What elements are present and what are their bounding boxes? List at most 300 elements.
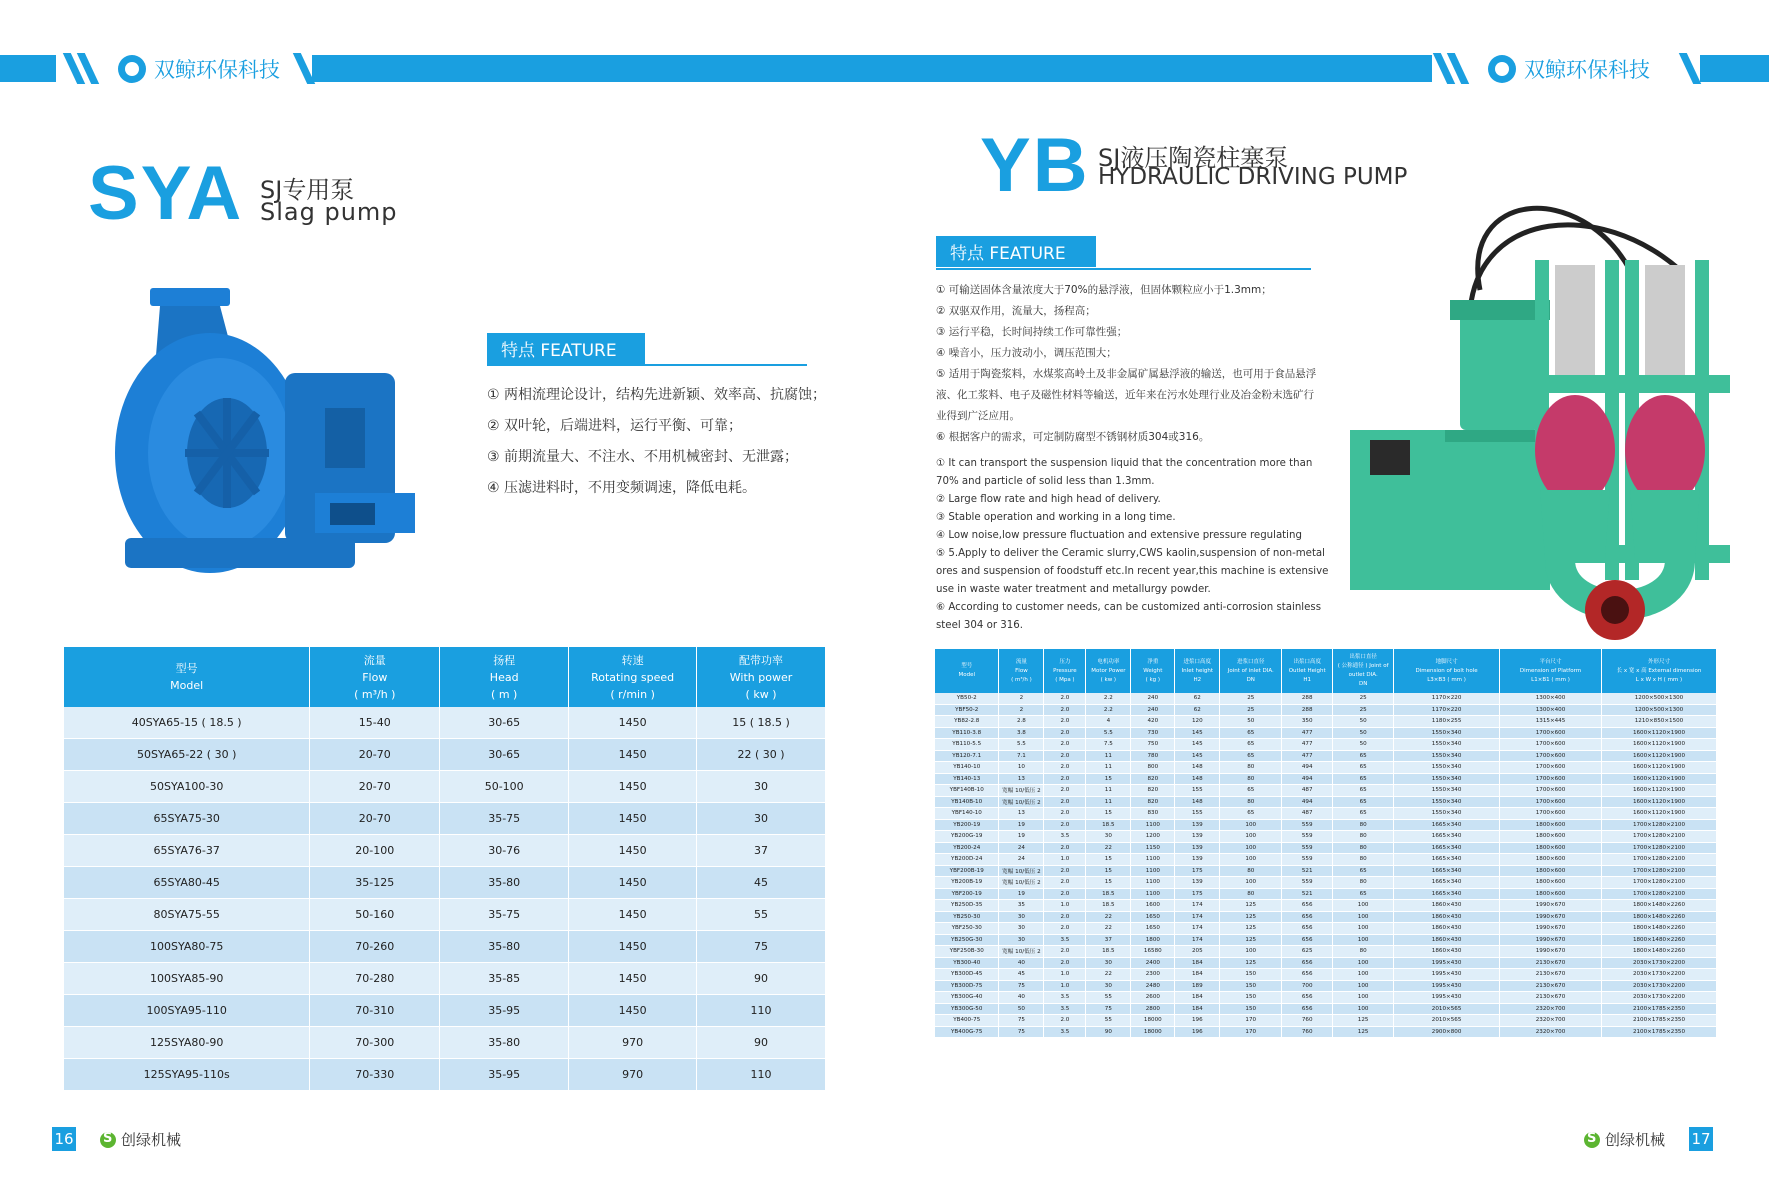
yb-table-cell: 1300×400 [1500,693,1602,704]
yb-header-line: H1 [1303,676,1312,683]
sya-table-cell: 75 [697,931,826,963]
yb-table-cell: 2010×565 [1394,1003,1500,1015]
sya-table-cell: 100SYA95-110 [64,995,310,1027]
yb-table-cell: 487 [1282,808,1333,820]
yb-table-cell: 1700×600 [1500,750,1602,762]
sya-table-cell: 20-70 [310,803,440,835]
sya-table-cell: 65SYA75-30 [64,803,310,835]
sya-table-cell: 35-80 [440,931,569,963]
yb-table-cell: 80 [1220,865,1282,877]
yb-table-header [935,649,1717,693]
yb-table-cell: YB250D-35 [935,900,999,912]
yb-header-line: Dimension of Platform [1519,667,1582,674]
sya-table-cell: 30 [697,771,826,803]
yb-table-cell: 100 [1333,900,1394,912]
yb-table-cell: 2480 [1131,980,1175,992]
sya-table-cell: 70-330 [310,1059,440,1091]
yb-table-cell: 150 [1220,1003,1282,1015]
yb-table-cell: 625 [1282,946,1333,958]
sya-title-cn: SJ专用泵 [260,176,355,204]
sya-table-cell: 20-70 [310,771,440,803]
yb-table-cell: 2.2 [1086,693,1131,704]
chuanglv-logo-icon [100,1132,116,1148]
yb-table-cell: 148 [1175,773,1220,785]
yb-table-cell: 65 [1333,865,1394,877]
yb-table-cell: 18.5 [1086,946,1131,958]
yb-table-cell: 125 [1220,923,1282,935]
yb-table-cell: 25 [1220,693,1282,704]
yb-table-cell: 170 [1220,1015,1282,1027]
yb-table-cell: 494 [1282,796,1333,808]
yb-table-cell: 18.5 [1086,900,1131,912]
yb-table-cell: 24 [999,842,1044,854]
yb-table-cell: 90 [1086,1026,1131,1038]
yb-table-cell: 宽幅 10/低压 2 [999,946,1044,958]
yb-table-cell: 205 [1175,946,1220,958]
sya-header-line: 流量 [363,653,386,667]
yb-table-cell: 宽幅 10/低压 2 [999,877,1044,889]
yb-table-cell: YB200-24 [935,842,999,854]
yb-table-cell: 420 [1131,716,1175,728]
yb-table-cell: 1800×1480×2260 [1601,911,1716,923]
yb-table-cell: 15 [1086,773,1131,785]
yb-feature-en-list [936,455,1336,635]
yb-table-cell: 80 [1333,819,1394,831]
yb-table-cell: 13 [999,773,1044,785]
yb-table-cell: 25 [1333,704,1394,716]
sya-table-row [64,739,826,771]
yb-table-cell: 7.1 [999,750,1044,762]
yb-table-cell: 1550×340 [1394,785,1500,797]
yb-feature-cn-list [936,280,1316,448]
yb-table-cell: 80 [1333,854,1394,866]
sya-table-cell: 1450 [569,995,697,1027]
sya-table-cell: 35-80 [440,867,569,899]
sya-table-cell: 100SYA85-90 [64,963,310,995]
sya-table-row [64,931,826,963]
yb-table-cell: 2.0 [1044,693,1086,704]
yb-table-cell: 1100 [1131,854,1175,866]
yb-table-cell: 1700×1280×2100 [1601,877,1716,889]
sya-table-cell: 35-85 [440,963,569,995]
yb-table-cell: 1.0 [1044,900,1086,912]
yb-table-cell: 2.0 [1044,923,1086,935]
yb-table-cell: 139 [1175,854,1220,866]
yb-table-cell: 19 [999,888,1044,900]
yb-feature-cn-item: ⑤ 适用于陶瓷浆料，水煤浆高岭土及非金属矿属悬浮液的输送，也可用于食品悬浮 [936,368,1317,380]
yb-table-cell: 656 [1282,992,1333,1004]
sya-table-row [64,835,826,867]
sya-header-line: ( r/min ) [610,687,655,701]
yb-table-row [935,980,1717,992]
yb-table-cell: 30 [1086,957,1131,969]
yb-table-row [935,693,1717,704]
header-brand-left [118,54,280,84]
yb-table-cell: 45 [999,969,1044,981]
yb-header-line: Weight [1143,667,1163,674]
yb-table-cell: 521 [1282,865,1333,877]
yb-table-cell: YB200-19 [935,819,999,831]
yb-table-cell: 80 [1220,762,1282,774]
yb-header-line: 压力 [1059,658,1071,665]
yb-table-cell: YB250G-30 [935,934,999,946]
yb-table-cell: YB300-40 [935,957,999,969]
sya-table-cell: 20-70 [310,739,440,771]
yb-table-cell: 1315×445 [1500,716,1602,728]
yb-table-cell: 50 [1333,727,1394,739]
yb-table-cell: 155 [1175,785,1220,797]
footer-brand-text: 创绿机械 [121,1131,182,1149]
sya-table-cell: 50-160 [310,899,440,931]
sya-table-cell: 1450 [569,835,697,867]
yb-table-cell: 1550×340 [1394,750,1500,762]
yb-table-cell: 2.0 [1044,704,1086,716]
yb-table-cell: 50 [1333,716,1394,728]
yb-table-row [935,877,1717,889]
sya-table-cell: 1450 [569,931,697,963]
yb-table-row [935,739,1717,751]
yb-table-cell: 1800×1480×2260 [1601,900,1716,912]
yb-table-cell: 170 [1220,1026,1282,1038]
sya-table-cell: 37 [697,835,826,867]
yb-table-cell: 2.0 [1044,727,1086,739]
yb-table-cell: 1800×600 [1500,819,1602,831]
yb-table-cell: 15 [1086,808,1131,820]
yb-table-row [935,831,1717,843]
yb-table-cell: 1665×340 [1394,888,1500,900]
yb-table-cell: 1600 [1131,900,1175,912]
yb-table-cell: 2900×800 [1394,1026,1500,1038]
yb-table-cell: 1800×1480×2260 [1601,923,1716,935]
yb-table-cell: 145 [1175,739,1220,751]
yb-table-cell: 150 [1220,980,1282,992]
yb-table-cell: 148 [1175,762,1220,774]
yb-header-line: Motor Power [1091,667,1126,674]
yb-table-cell: 1665×340 [1394,865,1500,877]
sya-table-cell: 70-310 [310,995,440,1027]
header-bar-left [0,55,56,82]
yb-table-cell: 75 [999,1015,1044,1027]
yb-table-cell: 宽幅 10/低压 2 [999,865,1044,877]
sya-table-cell: 45 [697,867,826,899]
yb-table-cell: YB200B-19 [935,877,999,889]
yb-table-cell: 1700×1280×2100 [1601,888,1716,900]
sya-table-cell: 125SYA95-110s [64,1059,310,1091]
yb-table-cell: 40 [999,992,1044,1004]
yb-table-cell: 1800×1480×2260 [1601,946,1716,958]
sya-table-cell: 110 [697,995,826,1027]
yb-table-cell: 1700×1280×2100 [1601,854,1716,866]
sya-feature-tab: 特点 FEATURE [487,333,645,364]
yb-table-cell: 820 [1131,785,1175,797]
yb-table-cell: 30 [999,934,1044,946]
yb-table-cell: 1800×600 [1500,842,1602,854]
yb-table-cell: 1550×340 [1394,773,1500,785]
yb-table-cell: 7.5 [1086,739,1131,751]
yb-table-cell: 100 [1220,831,1282,843]
yb-table-cell: 1300×400 [1500,704,1602,716]
yb-table-cell: 2400 [1131,957,1175,969]
sya-table-row [64,1059,826,1091]
yb-table-cell: 22 [1086,923,1131,935]
sya-header-line: ( kw ) [745,687,777,701]
yb-table-cell: YB82-2.8 [935,716,999,728]
yb-table-cell: 559 [1282,877,1333,889]
sya-table-cell: 1450 [569,963,697,995]
header-slash [1679,53,1701,84]
yb-table-cell: 1.0 [1044,854,1086,866]
sya-header-cell [440,647,569,707]
yb-table-cell: 656 [1282,1003,1333,1015]
yb-table-cell: 1550×340 [1394,796,1500,808]
yb-table-row [935,888,1717,900]
sya-table-cell: 90 [697,1027,826,1059]
sya-table-cell: 65SYA76-37 [64,835,310,867]
yb-table-cell: 55 [1086,1015,1131,1027]
yb-table-cell: 11 [1086,750,1131,762]
yb-table-row [935,773,1717,785]
yb-header-cell [1282,649,1333,693]
yb-table-cell: 3.5 [1044,1026,1086,1038]
yb-table-cell: 1550×340 [1394,727,1500,739]
yb-table-cell: 139 [1175,831,1220,843]
yb-table-cell: 24 [999,854,1044,866]
yb-feature-cn-item: ⑥ 根据客户的需求，可定制防腐型不锈钢材质304或316。 [936,431,1210,443]
sya-table-cell: 30-65 [440,707,569,739]
sya-table-row [64,963,826,995]
yb-table-cell: 50 [999,1003,1044,1015]
sya-code: SYA [88,151,244,236]
yb-table-row [935,796,1717,808]
yb-header-line: 进浆口直径 [1236,658,1265,665]
yb-table-cell: 1700×600 [1500,796,1602,808]
yb-table-cell: 830 [1131,808,1175,820]
yb-table-cell: 2.0 [1044,842,1086,854]
yb-table-cell: 62 [1175,704,1220,716]
sya-table-cell: 125SYA80-90 [64,1027,310,1059]
yb-table-cell: 100 [1220,946,1282,958]
yb-table-cell: YB140B-10 [935,796,999,808]
yb-table-row [935,785,1717,797]
yb-header-cell [1175,649,1220,693]
yb-table-cell: 65 [1220,739,1282,751]
yb-table-cell: 174 [1175,911,1220,923]
yb-table-cell: 780 [1131,750,1175,762]
yb-table-cell: 139 [1175,819,1220,831]
yb-table-cell: 80 [1220,888,1282,900]
yb-table-cell: 30 [1086,831,1131,843]
yb-table-cell: 宽幅 10/低压 2 [999,796,1044,808]
yb-header-cell [1131,649,1175,693]
yb-table-cell: 125 [1333,1026,1394,1038]
yb-table-cell: 65 [1333,762,1394,774]
yb-table-cell: YBF250-30 [935,923,999,935]
yb-feature-en-item: ⑤ 5.Apply to deliver the Ceramic slurry,CWS kaolin,suspension of non-metal ores and suspension of foodstuff etc.In recent year,this machine is extensive use in waste water treatment and metallurgy powder. [936,548,1329,595]
header-bar-right [1700,55,1769,82]
brand-text: 双鲸环保科技 [1524,58,1650,82]
yb-table-cell: 1180×255 [1394,716,1500,728]
yb-table-cell: 80 [1333,946,1394,958]
yb-table-cell: 477 [1282,727,1333,739]
yb-table-cell: 1990×670 [1500,946,1602,958]
yb-table-cell: 288 [1282,693,1333,704]
yb-table-cell: 174 [1175,923,1220,935]
yb-header-line: L x W x H ( mm ) [1635,676,1683,683]
yb-table-cell: 80 [1220,773,1282,785]
yb-table-cell: 1800×600 [1500,831,1602,843]
yb-table-row [935,727,1717,739]
yb-header-cell [1500,649,1602,693]
yb-table-cell: 65 [1333,888,1394,900]
yb-header-line: H2 [1193,676,1202,683]
yb-table-cell: YB300D-75 [935,980,999,992]
sya-table-cell: 1450 [569,739,697,771]
yb-header-line: Model [958,672,975,678]
sya-table-header [64,647,826,707]
yb-table-cell: 宽幅 10/低压 2 [999,785,1044,797]
sya-table-cell: 50-100 [440,771,569,803]
yb-table-cell: 1170×220 [1394,704,1500,716]
yb-table-cell: 240 [1131,693,1175,704]
sya-table-cell: 15 ( 18.5 ) [697,707,826,739]
yb-table-cell: 2300 [1131,969,1175,981]
sya-table-cell: 970 [569,1059,697,1091]
yb-table-cell: 1700×1280×2100 [1601,819,1716,831]
yb-table-cell: 80 [1333,877,1394,889]
yb-table-cell: 1700×600 [1500,727,1602,739]
yb-table-cell: 3.5 [1044,934,1086,946]
yb-table-cell: 145 [1175,750,1220,762]
yb-table-cell: 1990×670 [1500,911,1602,923]
yb-header-line: 流量 [1015,658,1027,665]
yb-table-cell: 2.0 [1044,750,1086,762]
yb-table-row [935,969,1717,981]
yb-feature-cn-item: ① 可输送固体含量浓度大于70%的悬浮液，但固体颗粒应小于1.3mm； [936,284,1272,296]
yb-table-row [935,704,1717,716]
yb-table-cell: 100 [1333,969,1394,981]
sya-header-line: 型号 [175,662,198,675]
sya-table-cell: 80SYA75-55 [64,899,310,931]
yb-feature-tab: 特点 FEATURE [936,236,1096,267]
sya-table-row [64,707,826,739]
sya-table-cell: 15-40 [310,707,440,739]
yb-table-cell: 25 [1333,693,1394,704]
yb-table-cell: 1700×1280×2100 [1601,842,1716,854]
sya-table-cell: 35-80 [440,1027,569,1059]
yb-table-cell: 22 [1086,911,1131,923]
yb-header-line: L1×B1 ( mm ) [1531,676,1570,683]
yb-table-cell: 1860×430 [1394,923,1500,935]
yb-feature-en-item: ③ Stable operation and working in a long time. [936,512,1176,523]
yb-table-cell: 1665×340 [1394,877,1500,889]
yb-table-cell: 1600×1120×1900 [1601,796,1716,808]
yb-table-cell: 155 [1175,808,1220,820]
yb-table-cell: 1100 [1131,888,1175,900]
yb-header-line: 进浆口高度 [1183,658,1212,665]
yb-table-row [935,865,1717,877]
sya-table-cell: 35-75 [440,803,569,835]
sya-header-cell [569,647,697,707]
yb-table-cell: 30 [999,911,1044,923]
yb-header-cell [1220,649,1282,693]
yb-table-cell: 3.5 [1044,1003,1086,1015]
yb-table-cell: 1800 [1131,934,1175,946]
yb-table-row [935,750,1717,762]
yb-table-cell: YBF50-2 [935,704,999,716]
yb-header-line: 外形尺寸 [1647,658,1670,665]
yb-header-line: ( kw ) [1100,676,1117,683]
yb-table-cell: YBF200-19 [935,888,999,900]
yb-table-cell: YBF140-10 [935,808,999,820]
yb-table-cell: 1200 [1131,831,1175,843]
sya-table-row [64,995,826,1027]
yb-table-cell: 1990×670 [1500,900,1602,912]
yb-table-cell: 2.0 [1044,716,1086,728]
yb-table-row [935,819,1717,831]
sya-table-row [64,1027,826,1059]
yb-table-cell: 18.5 [1086,819,1131,831]
yb-table-cell: 22 [1086,969,1131,981]
yb-header-line: 出浆口高度 [1293,658,1321,665]
yb-table-cell: 494 [1282,762,1333,774]
yb-table-cell: 656 [1282,900,1333,912]
page-number-right: 17 [1689,1127,1713,1151]
yb-table-cell: 1700×1280×2100 [1601,865,1716,877]
sya-table-cell: 70-300 [310,1027,440,1059]
yb-table-cell: 139 [1175,877,1220,889]
yb-table-cell: 18000 [1131,1015,1175,1027]
yb-table-row [935,911,1717,923]
yb-table-cell: 1550×340 [1394,808,1500,820]
sya-table-cell: 65SYA80-45 [64,867,310,899]
yb-table-cell: 2100×1785×2350 [1601,1026,1716,1038]
yb-table-cell: 2130×670 [1500,980,1602,992]
yb-table-cell: 2130×670 [1500,969,1602,981]
yb-table-cell: 2030×1730×2200 [1601,957,1716,969]
yb-table-cell: 35 [999,900,1044,912]
yb-table-cell: 1860×430 [1394,934,1500,946]
yb-table-cell: 65 [1220,727,1282,739]
yb-table-cell: YB200G-19 [935,831,999,843]
sya-table-cell: 35-75 [440,899,569,931]
yb-table-cell: 2100×1785×2350 [1601,1015,1716,1027]
sya-table-cell: 1450 [569,707,697,739]
yb-table-cell: 25 [1220,704,1282,716]
yb-table-cell: 760 [1282,1026,1333,1038]
yb-table-cell: 1665×340 [1394,831,1500,843]
yb-table-cell: 189 [1175,980,1220,992]
sya-table-row [64,771,826,803]
sya-table-cell: 30-76 [440,835,569,867]
sya-table-cell: 30-65 [440,739,569,771]
yb-header-line: ( Mpa ) [1055,676,1075,683]
yb-table-cell: 184 [1175,969,1220,981]
yb-table-cell: 2.0 [1044,762,1086,774]
yb-table-cell: YB110-5.5 [935,739,999,751]
yb-table-row [935,716,1717,728]
yb-table-cell: 1550×340 [1394,739,1500,751]
sya-table-cell: 20-100 [310,835,440,867]
sya-table-cell: 1450 [569,899,697,931]
yb-table-cell: 50 [1333,739,1394,751]
yb-table-cell: 487 [1282,785,1333,797]
yb-table-cell: 1700×600 [1500,739,1602,751]
sya-table-cell: 1450 [569,867,697,899]
sya-header-line: Model [170,679,204,692]
yb-header-line: Joint of inlet DIA. [1227,667,1274,674]
yb-table-cell: 2030×1730×2200 [1601,992,1716,1004]
yb-table-cell: YB300G-40 [935,992,999,1004]
